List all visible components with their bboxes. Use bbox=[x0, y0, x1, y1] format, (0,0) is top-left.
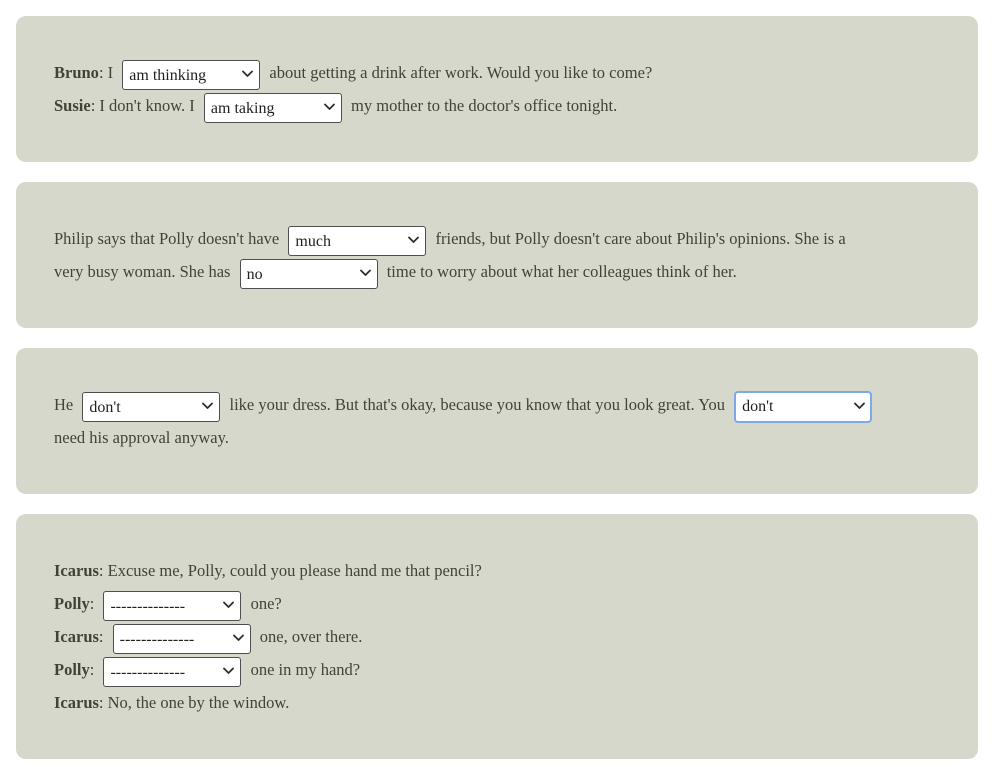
sentence-text: He bbox=[54, 395, 74, 414]
answer-select-wrap bbox=[288, 224, 426, 257]
determiner-select-icarus[interactable] bbox=[113, 624, 251, 654]
dialogue-text: : No, the one by the window. bbox=[98, 693, 290, 712]
dialogue-text: : I don't know. I bbox=[90, 96, 195, 115]
answer-select-wrap bbox=[204, 91, 342, 124]
speaker-name: Icarus bbox=[54, 561, 99, 580]
speaker-name: Polly bbox=[54, 660, 90, 679]
speaker-name: Bruno bbox=[54, 63, 99, 82]
dialogue-text: : I bbox=[98, 63, 114, 82]
dialogue-line bbox=[54, 620, 940, 653]
dialogue-text: one in my hand? bbox=[250, 660, 361, 679]
sentence-text: friends, but Polly doesn't care about Philip's opinions. She is a bbox=[435, 229, 846, 248]
answer-select-wrap bbox=[103, 655, 241, 688]
exercise-card-4 bbox=[16, 514, 978, 759]
answer-select-wrap bbox=[82, 390, 220, 423]
quantifier-select-1[interactable] bbox=[288, 226, 426, 256]
dialogue-text: my mother to the doctor's office tonight. bbox=[351, 96, 618, 115]
answer-select-wrap bbox=[113, 622, 251, 655]
exercise-card-3 bbox=[16, 348, 978, 494]
dialogue-colon: : bbox=[89, 594, 95, 613]
dialogue-line bbox=[54, 587, 940, 620]
verb-select-bruno[interactable] bbox=[122, 60, 260, 90]
sentence-text: very busy woman. She has bbox=[54, 262, 231, 281]
quantifier-select-2[interactable] bbox=[240, 259, 378, 289]
dialogue-line bbox=[54, 686, 940, 719]
dialogue-line bbox=[54, 56, 940, 89]
exercise-card-1 bbox=[16, 16, 978, 162]
speaker-name: Susie bbox=[54, 96, 91, 115]
answer-select-wrap bbox=[240, 257, 378, 290]
answer-select-wrap bbox=[103, 589, 241, 622]
sentence-text: need his approval anyway. bbox=[54, 428, 229, 447]
sentence-text: time to worry about what her colleagues think of her. bbox=[386, 262, 737, 281]
speaker-name: Icarus bbox=[54, 693, 99, 712]
sentence-line bbox=[54, 222, 940, 255]
exercise-card-2 bbox=[16, 182, 978, 328]
verb-select-susie[interactable] bbox=[204, 93, 342, 123]
dialogue-colon: : bbox=[98, 627, 104, 646]
dialogue-line bbox=[54, 89, 940, 122]
speaker-name: Icarus bbox=[54, 627, 99, 646]
answer-select-wrap bbox=[122, 58, 260, 91]
verb-select-1[interactable] bbox=[82, 392, 220, 422]
sentence-line bbox=[54, 388, 940, 421]
sentence-text: like your dress. But that's okay, because you know that you look great. You bbox=[229, 395, 725, 414]
determiner-select-polly-2[interactable] bbox=[103, 657, 241, 687]
dialogue-line bbox=[54, 554, 940, 587]
verb-select-2-focused[interactable] bbox=[734, 391, 872, 423]
dialogue-line bbox=[54, 653, 940, 686]
sentence-line bbox=[54, 255, 940, 288]
sentence-line bbox=[54, 421, 940, 454]
speaker-name: Polly bbox=[54, 594, 90, 613]
dialogue-text: : Excuse me, Polly, could you please hand me that pencil? bbox=[98, 561, 482, 580]
dialogue-colon: : bbox=[89, 660, 95, 679]
dialogue-text: one? bbox=[250, 594, 282, 613]
determiner-select-polly-1[interactable] bbox=[103, 591, 241, 621]
sentence-text: Philip says that Polly doesn't have bbox=[54, 229, 280, 248]
dialogue-text: one, over there. bbox=[259, 627, 363, 646]
dialogue-text: about getting a drink after work. Would you like to come? bbox=[269, 63, 653, 82]
answer-select-wrap bbox=[734, 389, 872, 423]
